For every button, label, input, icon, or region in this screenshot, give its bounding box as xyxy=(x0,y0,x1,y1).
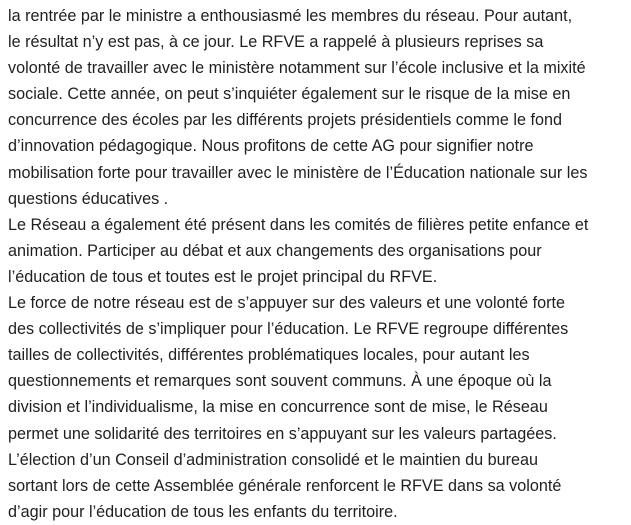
text-line: l’éducation de tous et toutes est le projet principal du RFVE. xyxy=(8,267,438,286)
text-line: permet une solidarité des territoires en s’appuyant sur les valeurs partagées. xyxy=(8,424,557,443)
text-line: questionnements et remarques sont souvent communs. À une époque où la xyxy=(8,372,552,391)
text-line: division et l’individualisme, la mise en concurrence sont de mise, le Réseau xyxy=(8,398,548,417)
text-line: questions éducatives . xyxy=(8,189,169,208)
text-line: d’agir pour l’éducation de tous les enfants du territoire. xyxy=(8,502,398,521)
text-line: Le Réseau a également été présent dans les comités de filières petite enfance et xyxy=(8,215,589,234)
text-line: animation. Participer au débat et aux changements des organisations pour xyxy=(8,241,542,260)
text-line: sociale. Cette année, on peut s’inquiéter également sur le risque de la mise en xyxy=(8,85,571,104)
text-line: sortant lors de cette Assemblée générale renforcent le RFVE dans sa volonté xyxy=(8,476,562,495)
text-line: tailles de collectivités, différentes problématiques locales, pour autant les xyxy=(8,346,530,365)
text-line: volonté de travailler avec le ministère notamment sur l’école inclusive et la mixité xyxy=(8,59,586,78)
text-line: d’innovation pédagogique. Nous profitons de cette AG pour signifier notre xyxy=(8,137,534,156)
text-line: concurrence des écoles par les différents projets présidentiels comme le fond xyxy=(8,111,562,130)
text-line: la rentrée par le ministre a enthousiasmé les membres du réseau. Pour autant, xyxy=(8,7,573,25)
text-line: des collectivités de s’impliquer pour l’éducation. Le RFVE regroupe différentes xyxy=(8,320,569,339)
text-line: Le force de notre réseau est de s’appuyer sur des valeurs et une volonté forte xyxy=(8,294,566,313)
text-line: L’élection d’un Conseil d’administration consolidé et le maintien du bureau xyxy=(8,450,539,469)
text-line: le résultat n’y est pas, à ce jour. Le RFVE a rappelé à plusieurs reprises sa xyxy=(8,33,544,52)
text-line: mobilisation forte pour travailler avec le ministère de l’Éducation nationale sur les xyxy=(8,163,588,182)
